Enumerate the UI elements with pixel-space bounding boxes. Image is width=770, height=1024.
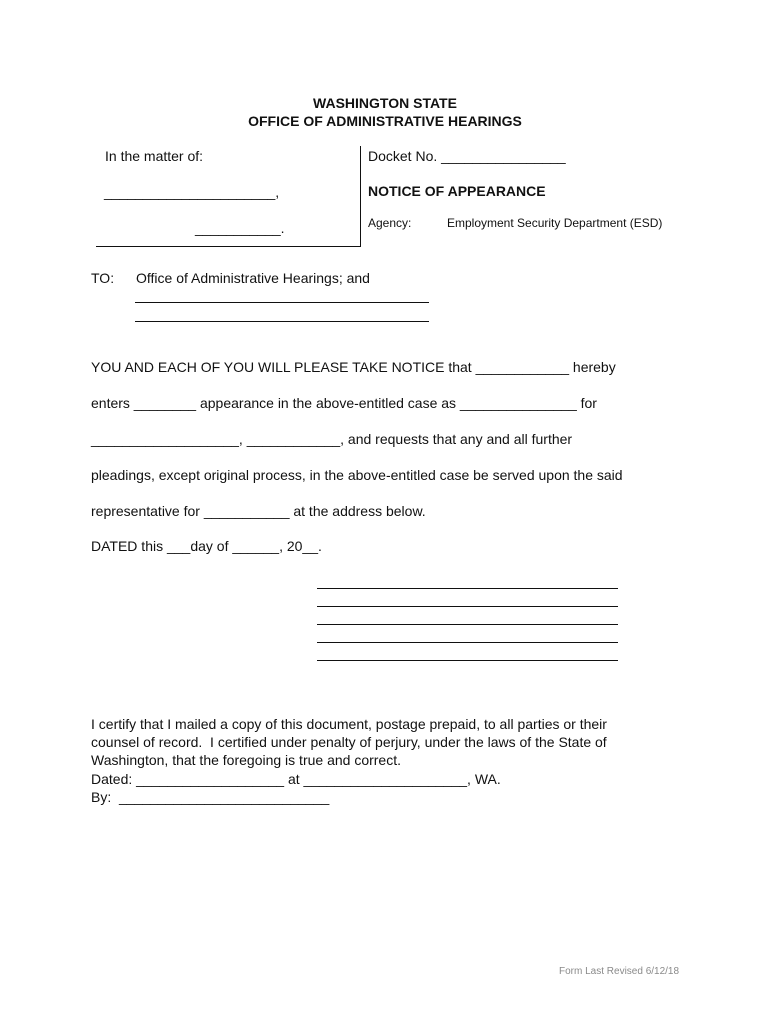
body-line-1: YOU AND EACH OF YOU WILL PLEASE TAKE NOTICE that ____________ hereby <box>91 359 616 375</box>
certificate-line-1: I certify that I mailed a copy of this document, postage prepaid, to all parties or their <box>91 716 607 732</box>
to-blank-line-1 <box>135 302 429 303</box>
header-title-line1: WASHINGTON STATE <box>313 95 457 111</box>
to-label: TO: <box>91 270 115 286</box>
dated-line: DATED this ___day of ______, 20__. <box>91 538 322 554</box>
body-line-3: ___________________, ____________, and requests that any and all further <box>91 431 573 447</box>
to-blank-line-2 <box>135 321 429 322</box>
notice-title: NOTICE OF APPEARANCE <box>368 183 546 199</box>
to-value: Office of Administrative Hearings; and <box>136 270 370 286</box>
certificate-line-2: counsel of record. I certified under penalty of perjury, under the laws of the State of <box>91 734 607 750</box>
body-line-5: representative for ___________ at the address below. <box>91 503 426 519</box>
signature-line-1 <box>317 588 618 589</box>
signature-line-4 <box>317 642 618 643</box>
signature-line-5 <box>317 660 618 661</box>
header-title-line2: OFFICE OF ADMINISTRATIVE HEARINGS <box>248 113 522 129</box>
body-line-2: enters ________ appearance in the above-entitled case as _______________ for <box>91 395 597 411</box>
signature-line-3 <box>317 624 618 625</box>
certificate-line-3: Washington, that the foregoing is true and correct. <box>91 752 401 768</box>
body-line-4: pleadings, except original process, in the above-entitled case be served upon the said <box>91 467 623 483</box>
caption-divider <box>360 146 361 247</box>
docket-number: Docket No. ________________ <box>368 148 566 164</box>
matter-label: In the matter of: <box>105 148 204 164</box>
party-line-1: ______________________, <box>104 184 280 200</box>
certificate-dated-line: Dated: ___________________ at _____________________, WA. <box>91 771 501 787</box>
signature-line-2 <box>317 606 618 607</box>
certificate-by-line: By: ___________________________ <box>91 789 330 805</box>
party-line-2: ___________. <box>195 220 285 236</box>
agency-value: Employment Security Department (ESD) <box>447 216 663 230</box>
form-revised-footer: Form Last Revised 6/12/18 <box>559 966 680 977</box>
caption-bottom-rule <box>96 246 361 247</box>
agency-label: Agency: <box>368 216 412 230</box>
